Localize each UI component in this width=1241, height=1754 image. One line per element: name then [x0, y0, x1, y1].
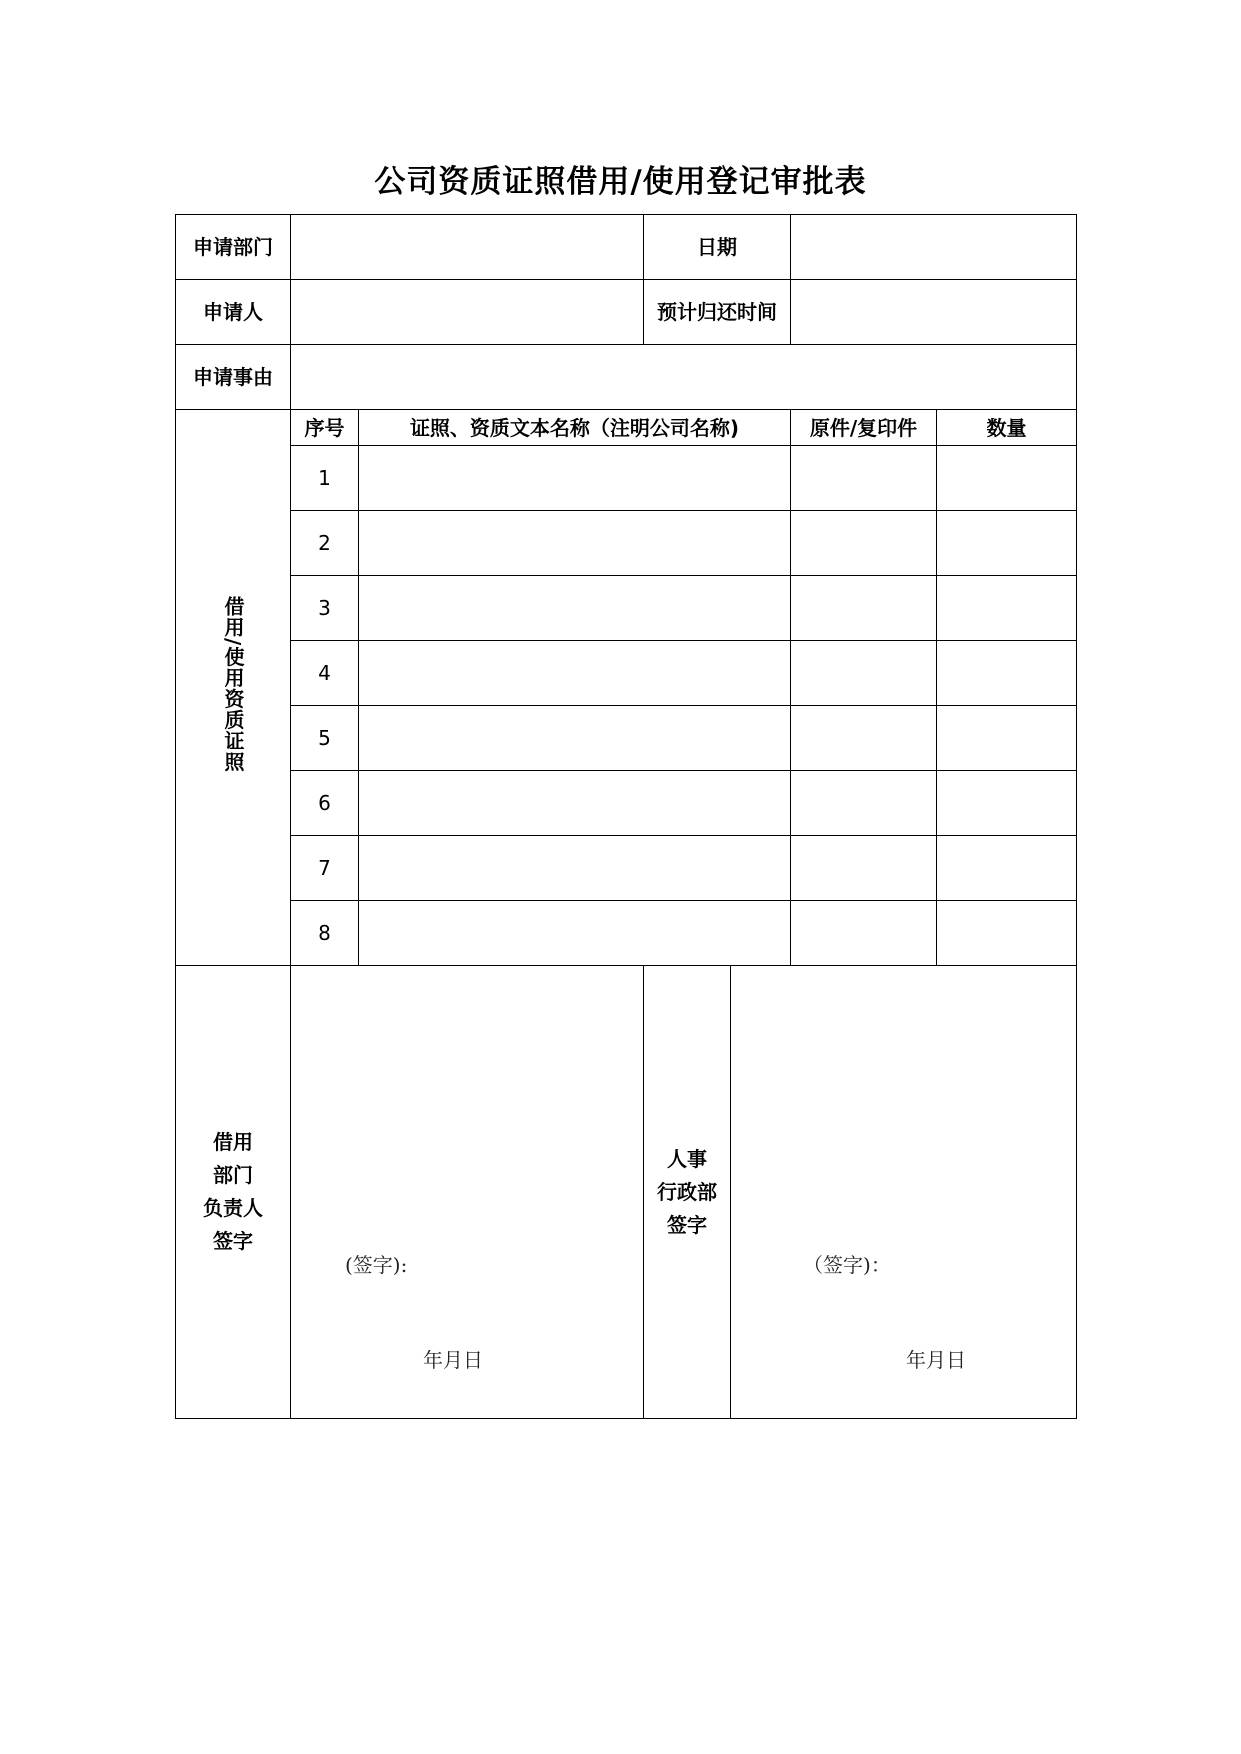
section-label: 借用/使用资质证照: [221, 596, 245, 773]
qty-cell[interactable]: [937, 511, 1077, 576]
seq-cell: 2: [291, 511, 359, 576]
name-cell[interactable]: [359, 901, 791, 966]
page-title: 公司资质证照借用/使用登记审批表: [374, 164, 867, 200]
table-row: [176, 836, 1077, 901]
reason-field[interactable]: [291, 345, 1077, 410]
qty-cell[interactable]: [937, 446, 1077, 511]
seq-cell: 5: [291, 706, 359, 771]
dept-label: 申请部门: [176, 215, 291, 280]
date-label: 日期: [644, 215, 791, 280]
seq-cell: 8: [291, 901, 359, 966]
applicant-field[interactable]: [291, 280, 644, 345]
dept-head-label-cell: [176, 966, 291, 1419]
hr-sign-label: （签字)：: [803, 1253, 891, 1277]
name-cell[interactable]: [359, 836, 791, 901]
row-reason: [176, 345, 1077, 410]
row-dept-date: [176, 215, 1077, 280]
name-cell[interactable]: [359, 511, 791, 576]
table-row: [176, 706, 1077, 771]
qty-header: 数量: [937, 410, 1077, 446]
return-time-field[interactable]: [791, 280, 1077, 345]
name-cell[interactable]: [359, 706, 791, 771]
seq-cell: 6: [291, 771, 359, 836]
seq-cell: 4: [291, 641, 359, 706]
hr-label: 人事 行政部 签字: [657, 1146, 718, 1237]
return-time-label: 预计归还时间: [644, 280, 791, 345]
name-header: 证照、资质文本名称（注明公司名称): [359, 410, 791, 446]
name-cell[interactable]: [359, 446, 791, 511]
table-row: [176, 641, 1077, 706]
table-row: [176, 446, 1077, 511]
seq-cell: 3: [291, 576, 359, 641]
type-cell[interactable]: [791, 836, 937, 901]
approval-form-table: [175, 214, 1077, 1419]
items-header-row: [176, 410, 1077, 446]
applicant-label: 申请人: [176, 280, 291, 345]
hr-sign-area[interactable]: [731, 966, 1077, 1419]
qty-cell[interactable]: [937, 641, 1077, 706]
seq-cell: 1: [291, 446, 359, 511]
table-row: [176, 901, 1077, 966]
date-field[interactable]: [791, 215, 1077, 280]
hr-label-cell: [644, 966, 731, 1419]
type-cell[interactable]: [791, 446, 937, 511]
seq-header: 序号: [291, 410, 359, 446]
type-header: 原件/复印件: [791, 410, 937, 446]
table-row: [176, 771, 1077, 836]
qty-cell[interactable]: [937, 836, 1077, 901]
type-cell[interactable]: [791, 706, 937, 771]
dept-head-sign-area[interactable]: [291, 966, 644, 1419]
dept-head-date-label: 年月日: [423, 1348, 483, 1372]
qty-cell[interactable]: [937, 706, 1077, 771]
dept-head-sign-label: (签字):: [345, 1253, 408, 1277]
qty-cell[interactable]: [937, 901, 1077, 966]
dept-head-label: 借用 部门 负责人 签字: [203, 1130, 263, 1253]
section-label-cell: [176, 410, 291, 966]
name-cell[interactable]: [359, 641, 791, 706]
signature-row: [176, 966, 1077, 1419]
dept-field[interactable]: [291, 215, 644, 280]
type-cell[interactable]: [791, 771, 937, 836]
hr-date-label: 年月日: [906, 1348, 967, 1372]
type-cell[interactable]: [791, 511, 937, 576]
seq-cell: 7: [291, 836, 359, 901]
row-applicant-return: [176, 280, 1077, 345]
name-cell[interactable]: [359, 771, 791, 836]
name-cell[interactable]: [359, 576, 791, 641]
type-cell[interactable]: [791, 641, 937, 706]
reason-label: 申请事由: [176, 345, 291, 410]
table-row: [176, 511, 1077, 576]
type-cell[interactable]: [791, 576, 937, 641]
qty-cell[interactable]: [937, 771, 1077, 836]
qty-cell[interactable]: [937, 576, 1077, 641]
type-cell[interactable]: [791, 901, 937, 966]
table-row: [176, 576, 1077, 641]
